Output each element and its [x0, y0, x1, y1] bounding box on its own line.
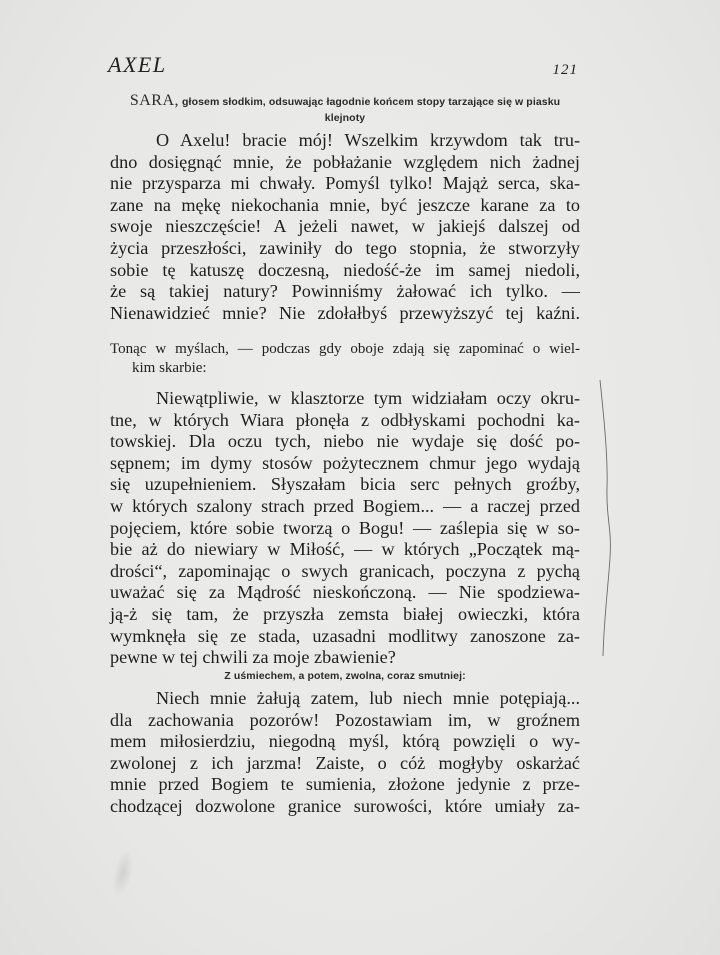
text-line: sępnem; im dymy stosów pożytecznem chmur jego wydają [110, 452, 580, 473]
text-line: życia przeszłości, zawiniły do tego stopnia, że stworzyły [110, 237, 580, 258]
text-line: Nienawidzieć mnie? Nie zdołałbyś przewyższyć tej kaźni. [110, 302, 580, 323]
text-line: się uzupełnieniem. Słyszałam bicia serc pełnych groźby, [110, 474, 580, 495]
stage-direction-thinking [110, 340, 580, 378]
stage-direction-text: głosem słodkim, odsuwając łagodnie końcem stopy tarzające się w piasku [182, 96, 561, 108]
speaker-name: SARA, [129, 92, 180, 109]
text-line: bie aż do niewiary w Miłość, — w których „Początek mą- [110, 539, 580, 560]
stage-direction-line [110, 93, 580, 110]
text-line: pewne w tej chwili za moje zbawienie? [110, 647, 396, 668]
stage-direction-line: klejnoty [324, 112, 366, 124]
running-head [108, 52, 582, 82]
paragraph-2 [110, 388, 580, 669]
text-line: w których szalony strach przed Bogiem... — a raczej przed [110, 495, 580, 516]
running-title: AXEL [108, 52, 167, 77]
text-line: swoje nieszczęście! A jeżeli nawet, w jakiejś dalszej od [110, 216, 580, 237]
text-line: nie przysparza mi chwały. Pomyśl tylko! Mająż serca, ska- [110, 173, 580, 194]
text-line: Niewątpliwie, w klasztorze tym widziałam oczy okru- [156, 388, 580, 408]
text-line: uważać się za Mądrość nieskończoną. — Nie spodziewa- [110, 582, 580, 603]
text-line: że są takiej natury? Powinniśmy żałować ich tylko. — [110, 281, 580, 302]
stage-direction-line: kim skarbie: [132, 360, 207, 376]
paragraph-1 [110, 130, 580, 324]
stage-direction-smiling [110, 668, 580, 684]
page-number: 121 [552, 62, 578, 78]
stage-direction-line: Tonąc w myślach, — podczas gdy oboje zdają się zapominać o wiel- [110, 341, 580, 357]
text-line: mnie przed Bogiem te sumienia, złożone jedynie z prze- [110, 774, 580, 795]
text-line: Niech mnie żałują zatem, lub niech mnie potępiają... [156, 688, 580, 708]
scan-smudge-artifact [109, 847, 137, 900]
text-line: wymknęła się ze stada, uzasadni modlitwy zanoszone za- [110, 625, 580, 646]
text-line: ją-ż się tam, że przyszła zemsta białej owieczki, która [110, 603, 580, 624]
text-line: tne, w których Wiara płonęła z odbłyskami pochodni ka- [110, 409, 580, 430]
text-line: pojęciem, które sobie tworzą o Bogu! — zaślepia się w so- [110, 517, 580, 538]
paragraph-3 [110, 688, 580, 818]
text-line: zane na mękę niekochania mnie, być jeszcze karane za to [110, 194, 580, 215]
scan-hair-artifact [598, 378, 618, 660]
text-line: dno dosięgnąć mnie, że pobłażanie względem nich żadnej [110, 151, 580, 172]
text-line: sobie tę katuszę doczesną, niedość-że im samej niedoli, [110, 259, 580, 280]
text-line: zwolonej z ich jarzma! Zaiste, o cóż mogłyby oskarżać [110, 752, 580, 773]
text-line: dla zachowania pozorów! Pozostawiam im, w groźnem [110, 709, 580, 730]
stage-direction-sara [110, 93, 580, 126]
text-line: drości“, zapominając o swych granicach, poczyna z pychą [110, 560, 580, 581]
text-line: mem miłosierdziu, niegodną myśl, którą powzięli o wy- [110, 731, 580, 752]
stage-direction-line: Z uśmiechem, a potem, zwolna, coraz smutniej: [224, 670, 466, 682]
text-line: towskiej. Dla oczu tych, niebo nie wydaje się dość po- [110, 431, 580, 452]
text-line: O Axelu! bracie mój! Wszelkim krzywdom tak tru- [156, 130, 580, 150]
text-line: chodzącej dozwolone granice surowości, które umiały za- [110, 795, 580, 816]
